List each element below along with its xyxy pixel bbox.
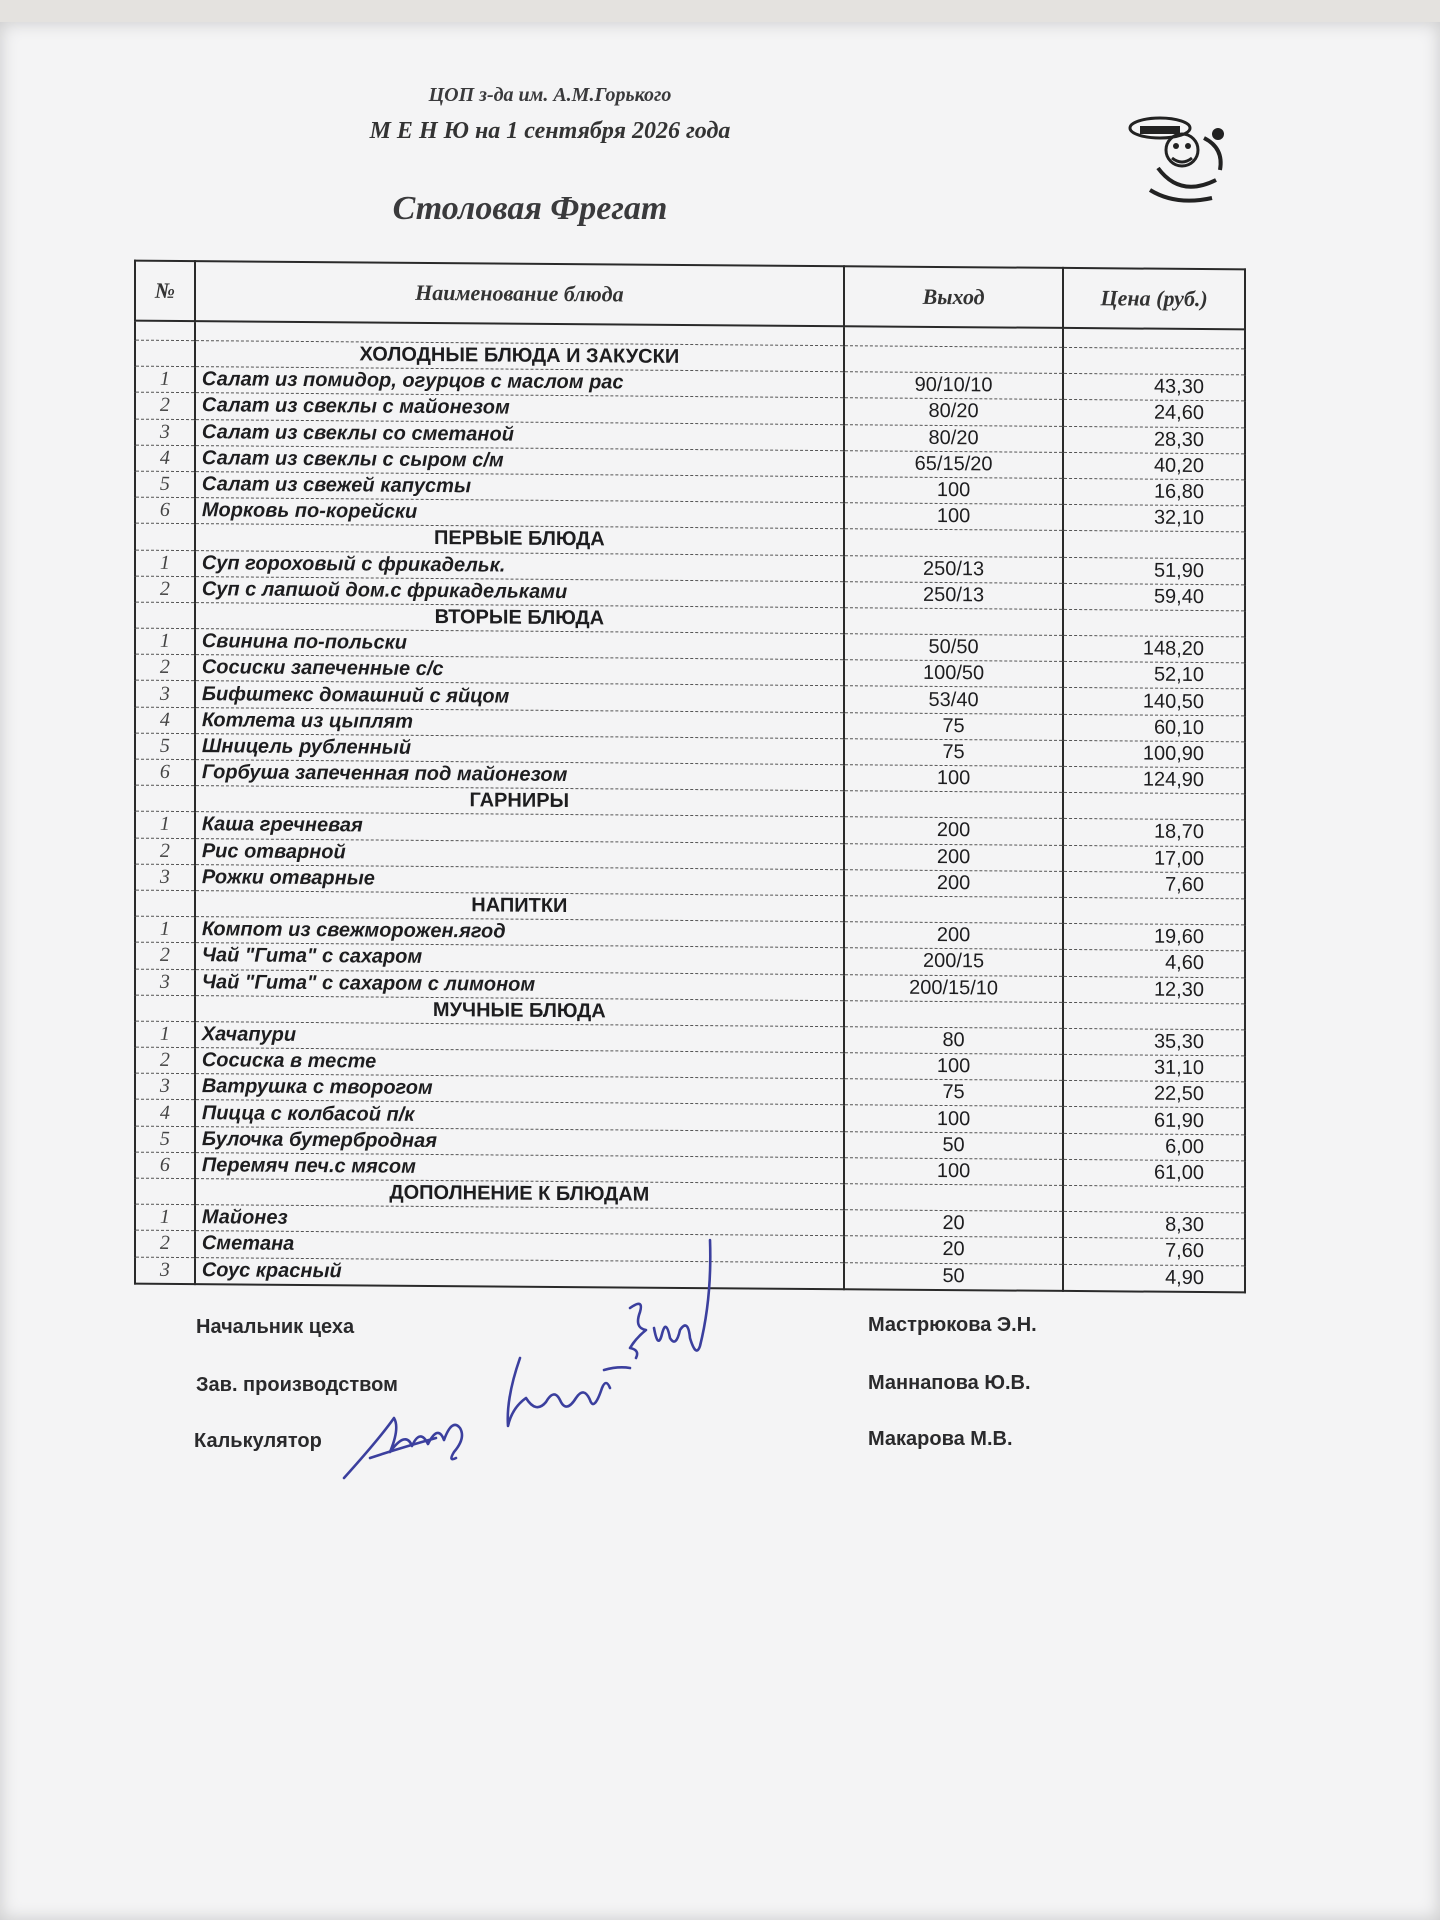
sig-person-1: Мастрюкова Э.Н.	[868, 1314, 1037, 1336]
dish-name: Рис отварной	[195, 838, 844, 869]
table-header-row	[135, 261, 1245, 330]
dish-price: 16,80	[1063, 478, 1245, 506]
dish-output: 100	[844, 503, 1063, 531]
item-number: 1	[135, 1021, 195, 1048]
dish-name: Салат из свеклы со сметаной	[195, 419, 844, 450]
dish-name: Чай "Гита" с сахаром	[195, 943, 844, 974]
dish-price: 140,50	[1063, 688, 1245, 716]
chef-logo-icon	[1120, 108, 1238, 208]
dish-price: 59,40	[1063, 583, 1245, 611]
item-number: 4	[135, 445, 195, 472]
section-num-cell	[135, 785, 195, 812]
item-number: 1	[135, 366, 195, 393]
dish-output: 20	[844, 1236, 1063, 1264]
item-number: 3	[135, 864, 195, 891]
dish-output: 75	[844, 1079, 1063, 1107]
dish-output: 100/50	[844, 660, 1063, 688]
section-num-cell	[135, 995, 195, 1022]
dish-price: 22,50	[1063, 1081, 1245, 1109]
dish-price: 4,60	[1063, 950, 1245, 978]
section-output-cell	[844, 791, 1063, 819]
dish-output: 100	[844, 1105, 1063, 1133]
dish-output: 250/13	[844, 581, 1063, 609]
section-title: ГАРНИРЫ	[195, 786, 844, 817]
dish-name: Перемяч печ.с мясом	[195, 1152, 844, 1183]
dish-name: Компот из свежморожен.ягод	[195, 917, 844, 948]
dish-name: Сосиска в тесте	[195, 1048, 844, 1079]
menu-body	[135, 321, 1245, 1292]
dish-output: 100	[844, 477, 1063, 505]
dish-output: 200	[844, 869, 1063, 897]
dish-output: 90/10/10	[844, 372, 1063, 400]
dish-price: 4,90	[1063, 1264, 1245, 1292]
dish-price: 52,10	[1063, 662, 1245, 690]
dish-output: 53/40	[844, 686, 1063, 714]
menu-sheet	[0, 22, 1440, 1920]
dish-output: 65/15/20	[844, 450, 1063, 478]
dish-output: 100	[844, 765, 1063, 793]
section-num-cell	[135, 890, 195, 917]
section-num-cell	[135, 1178, 195, 1205]
dish-price: 60,10	[1063, 714, 1245, 742]
dish-output: 250/13	[844, 555, 1063, 583]
menu-table	[134, 260, 1246, 1293]
section-title: ВТОРЫЕ БЛЮДА	[195, 602, 844, 633]
section-price-cell	[1063, 609, 1245, 637]
item-number: 1	[135, 628, 195, 655]
handwritten-signatures	[340, 1238, 820, 1498]
section-output-cell	[844, 896, 1063, 924]
dish-name: Булочка бутербродная	[195, 1126, 844, 1157]
dish-price: 8,30	[1063, 1212, 1245, 1240]
spacer-cell	[135, 321, 195, 341]
dish-output: 75	[844, 739, 1063, 767]
dish-name: Суп гороховый с фрикадельк.	[195, 550, 844, 581]
dish-output: 50	[844, 1131, 1063, 1159]
dish-name: Ватрушка с творогом	[195, 1074, 844, 1105]
dish-price: 35,30	[1063, 1028, 1245, 1056]
item-number: 1	[135, 550, 195, 577]
item-number: 3	[135, 1073, 195, 1100]
dish-price: 12,30	[1063, 976, 1245, 1004]
section-output-cell	[844, 1184, 1063, 1212]
item-number: 5	[135, 733, 195, 760]
section-price-cell	[1063, 1185, 1245, 1213]
col-num-header: №	[135, 261, 195, 321]
section-title: ДОПОЛНЕНИЕ К БЛЮДАМ	[195, 1179, 844, 1210]
item-number: 2	[135, 1231, 195, 1258]
dish-name: Пицца с колбасой п/к	[195, 1100, 844, 1131]
dish-price: 148,20	[1063, 635, 1245, 663]
dish-name: Салат из помидор, огурцов с маслом рас	[195, 367, 844, 398]
item-number: 1	[135, 1204, 195, 1231]
dish-price: 61,90	[1063, 1107, 1245, 1135]
dish-price: 31,10	[1063, 1054, 1245, 1082]
section-output-cell	[844, 346, 1063, 374]
dish-name: Суп с лапшой дом.с фрикадельками	[195, 576, 844, 607]
dish-output: 100	[844, 1158, 1063, 1186]
dish-name: Морковь по-корейски	[195, 498, 844, 529]
dish-output: 50/50	[844, 634, 1063, 662]
dish-output: 100	[844, 1053, 1063, 1081]
dish-output: 200/15	[844, 948, 1063, 976]
dish-output: 80	[844, 1027, 1063, 1055]
dish-price: 18,70	[1063, 819, 1245, 847]
dish-output: 50	[844, 1262, 1063, 1290]
dish-price: 124,90	[1063, 766, 1245, 794]
dish-price: 43,30	[1063, 374, 1245, 402]
section-price-cell	[1063, 793, 1245, 821]
dish-price: 7,60	[1063, 1238, 1245, 1266]
item-number: 6	[135, 1152, 195, 1179]
sig-person-2: Маннапова Ю.В.	[868, 1372, 1031, 1394]
dish-output: 80/20	[844, 424, 1063, 452]
dish-name: Горбуша запеченная под майонезом	[195, 760, 844, 791]
section-title: ПЕРВЫЕ БЛЮДА	[195, 524, 844, 555]
dish-name: Салат из свеклы с майонезом	[195, 393, 844, 424]
item-number: 3	[135, 1257, 195, 1284]
sig-role-1: Начальник цеха	[196, 1316, 355, 1338]
col-name-header: Наименование блюда	[195, 261, 844, 326]
dish-output: 200/15/10	[844, 974, 1063, 1002]
item-number: 2	[135, 838, 195, 865]
item-number: 4	[135, 1100, 195, 1127]
dish-price: 24,60	[1063, 400, 1245, 428]
item-number: 6	[135, 759, 195, 786]
menu-title: М Е Н Ю на 1 сентября 2026 года	[369, 118, 731, 144]
dish-name: Чай "Гита" с сахаром с лимоном	[195, 969, 844, 1000]
dish-price: 100,90	[1063, 740, 1245, 768]
dish-price: 51,90	[1063, 557, 1245, 585]
dish-output: 200	[844, 817, 1063, 845]
section-price-cell	[1063, 347, 1245, 375]
item-number: 3	[135, 419, 195, 446]
dish-name: Каша гречневая	[195, 812, 844, 843]
section-output-cell	[844, 529, 1063, 557]
dish-name: Бифштекс домашний с яйцом	[195, 681, 844, 712]
section-num-cell	[135, 340, 195, 367]
dish-price: 19,60	[1063, 924, 1245, 952]
dish-price: 32,10	[1063, 505, 1245, 533]
spacer-cell	[844, 326, 1063, 347]
sig-role-3: Калькулятор	[194, 1430, 322, 1452]
canteen-name: Столовая Фрегат	[392, 190, 668, 227]
dish-name: Сметана	[195, 1231, 844, 1262]
item-number: 2	[135, 1047, 195, 1074]
section-price-cell	[1063, 897, 1245, 925]
spacer-cell	[1063, 328, 1245, 349]
section-title: ХОЛОДНЫЕ БЛЮДА И ЗАКУСКИ	[195, 341, 844, 372]
dish-price: 40,20	[1063, 452, 1245, 480]
org-name: ЦОП з-да им. А.М.Горького	[428, 84, 672, 106]
dish-name: Шницель рубленный	[195, 733, 844, 764]
dish-price: 6,00	[1063, 1133, 1245, 1161]
section-output-cell	[844, 1000, 1063, 1028]
item-number: 2	[135, 942, 195, 969]
item-number: 1	[135, 812, 195, 839]
dish-name: Рожки отварные	[195, 864, 844, 895]
section-output-cell	[844, 608, 1063, 636]
dish-price: 28,30	[1063, 426, 1245, 454]
item-number: 2	[135, 393, 195, 420]
item-number: 2	[135, 654, 195, 681]
dish-name: Сосиски запеченные с/с	[195, 655, 844, 686]
item-number: 2	[135, 576, 195, 603]
dish-price: 61,00	[1063, 1159, 1245, 1187]
dish-output: 20	[844, 1210, 1063, 1238]
item-number: 6	[135, 497, 195, 524]
dish-output: 200	[844, 922, 1063, 950]
dish-output: 75	[844, 712, 1063, 740]
dish-price: 17,00	[1063, 845, 1245, 873]
section-price-cell	[1063, 1002, 1245, 1030]
item-number: 4	[135, 707, 195, 734]
item-number: 1	[135, 916, 195, 943]
section-title: МУЧНЫЕ БЛЮДА	[195, 995, 844, 1026]
sig-person-3: Макарова М.В.	[868, 1428, 1013, 1450]
dish-name: Свинина по-польски	[195, 629, 844, 660]
item-number: 3	[135, 969, 195, 996]
item-number: 5	[135, 471, 195, 498]
section-num-cell	[135, 602, 195, 629]
dish-name: Салат из свеклы с сыром с/м	[195, 445, 844, 476]
section-num-cell	[135, 523, 195, 550]
dish-name: Соус красный	[195, 1257, 844, 1289]
item-number: 3	[135, 681, 195, 708]
col-price-header: Цена (руб.)	[1063, 268, 1245, 329]
section-price-cell	[1063, 531, 1245, 559]
dish-output: 80/20	[844, 398, 1063, 426]
dish-output: 200	[844, 843, 1063, 871]
dish-name: Салат из свежей капусты	[195, 472, 844, 503]
item-number: 5	[135, 1126, 195, 1153]
col-output-header: Выход	[844, 266, 1063, 328]
dish-name: Хачапури	[195, 1021, 844, 1052]
sig-role-2: Зав. производством	[196, 1374, 398, 1396]
dish-price: 7,60	[1063, 871, 1245, 899]
section-title: НАПИТКИ	[195, 891, 844, 922]
dish-name: Майонез	[195, 1205, 844, 1236]
dish-name: Котлета из цыплят	[195, 707, 844, 738]
